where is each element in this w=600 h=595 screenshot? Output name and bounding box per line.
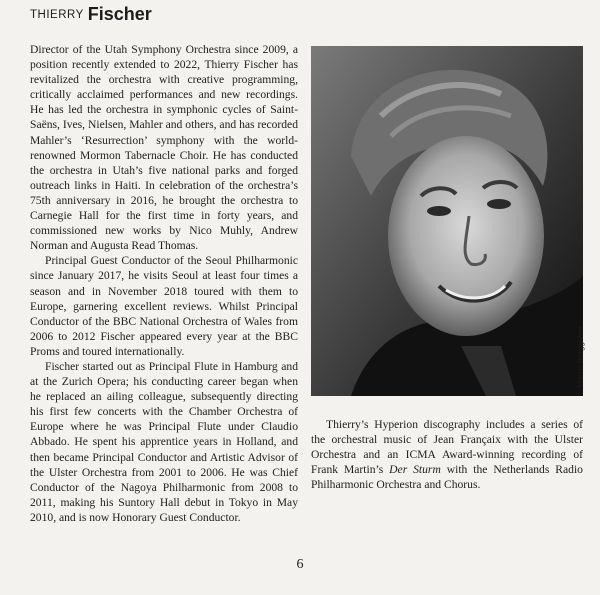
portrait-illustration: [311, 46, 583, 396]
discography-work-title: Der Sturm: [389, 463, 441, 477]
photo-credit: © Marco Borggreve: [576, 326, 585, 396]
biography-column: [30, 42, 298, 525]
discography-text-after: with the Netherlands Radio Philharmonic Orchestra and Chorus.: [311, 463, 583, 492]
heading-surname: Fischer: [87, 4, 152, 24]
conductor-portrait-photo: [311, 46, 583, 396]
discography-text-before: Thierry’s Hyperion discography includes a series of the orchestral music of Jean Françaix with the Ulster Orchestra and an ICMA Award-winning recording of Frank Martin’s: [311, 418, 583, 477]
discography-paragraph: [311, 417, 583, 492]
conductor-heading: [30, 4, 152, 25]
biography-paragraph: Principal Guest Conductor of the Seoul Philharmonic since January 2017, he visits Seoul at least four times a season and in November 2018 toured with them to Europe, garnering excellent reviews. Whilst Principal Conductor of the BBC National Orchestra of Wales from 2006 to 2012 Fischer appeared every year at the BBC Proms and toured internationally.: [30, 254, 298, 358]
biography-paragraph: Fischer started out as Principal Flute in Hamburg and at the Zurich Opera; his conducting career began when he replaced an ailing colleague, subsequently directing his first few concerts with the Chamber Orchestra of Europe where he was Principal Flute under Claudio Abbado. He spent his apprentice years in Holland, and then became Principal Conductor and Artistic Advisor of the Ulster Orchestra from 2001 to 2006. He was Chief Conductor of the Nagoya Philharmonic from 2008 to 2011, making his Suntory Hall debut in Tokyo in May 2010, and is now Honorary Guest Conductor.: [30, 359, 298, 524]
heading-given-name: THIERRY: [30, 9, 84, 21]
page-number: 6: [296, 557, 304, 572]
discography-column: [311, 417, 583, 492]
biography-paragraph: Director of the Utah Symphony Orchestra since 2009, a position recently extended to 2022, Thierry Fischer has revitalized the orchestra with creative programming, critically acclaimed performances and new recordings. He has led the orchestra in symphonic cycles of Saint-Saëns, Ives, Nielsen, Mahler and others, and has recorded Mahler’s ‘Resurrection’ symphony with the world-renowned Mormon Tabernacle Choir. He has conducted the orchestra in Utah’s five national parks and forged outreach links in Haiti. In celebration of the orchestra’s 75th anniversary in 2016, he brought the orchestra to Carnegie Hall for the first time in forty years, and commissioned new works by Nico Muhly, Andrew Norman and Augusta Read Thomas.: [30, 43, 298, 253]
